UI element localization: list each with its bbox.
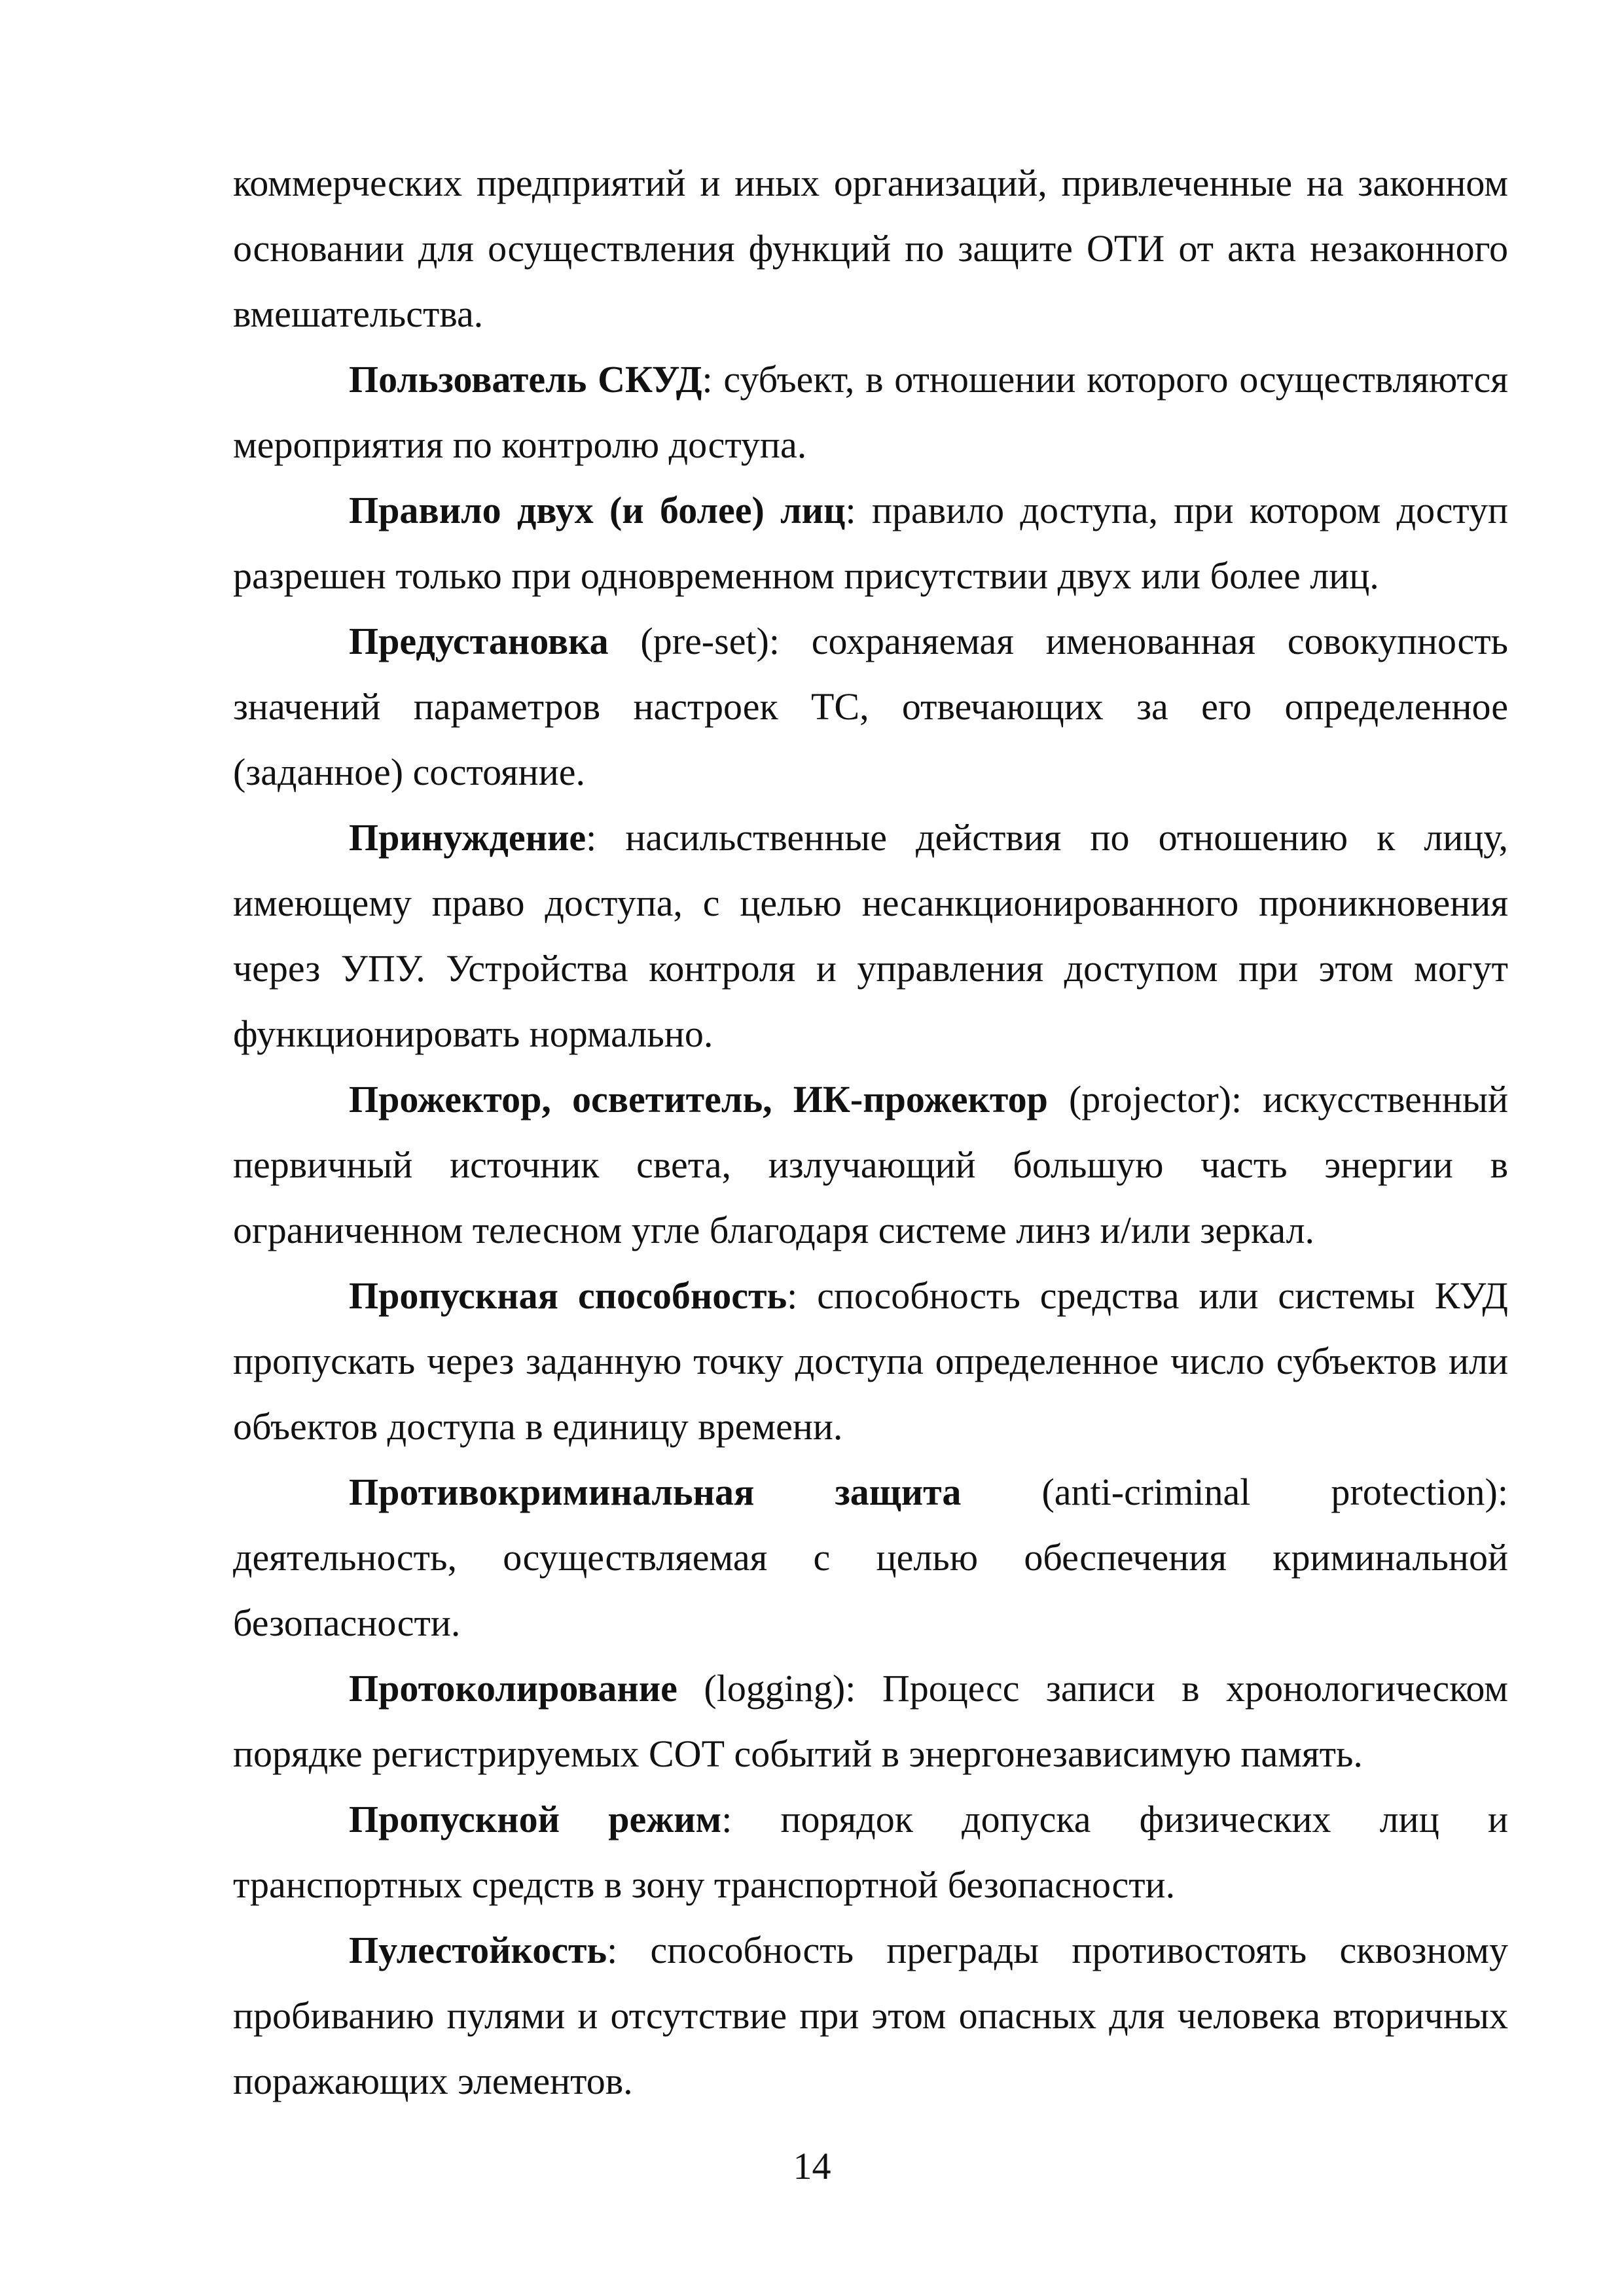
definition-paragraph	[233, 609, 1508, 805]
definition-term: Прожектор, осветитель, ИК-прожектор	[349, 1078, 1048, 1121]
intro-paragraph: коммерческих предприятий и иных организаций, привлеченные на законном основании для осуществления функций по защите ОТИ от акта незаконного вмешательства.	[233, 162, 1508, 335]
definition-text: : субъект, в отношении которого осуществляются мероприятия по контролю доступа.	[233, 358, 1508, 466]
definition-term: Правило двух (и более) лиц	[349, 489, 846, 531]
definition-paragraph	[233, 1787, 1508, 1918]
definition-paragraph	[233, 1067, 1508, 1263]
definition-term: Пулестойкость	[349, 1929, 607, 1971]
definition-paragraph	[233, 1656, 1508, 1787]
definition-term: Предустановка	[349, 620, 609, 662]
page-number: 14	[793, 2145, 831, 2187]
definition-text: (anti-criminal protection): деятельность, осуществляемая с целью обеспечения криминальной безопасности.	[233, 1471, 1508, 1644]
definition-paragraph	[233, 478, 1508, 609]
definition-paragraph	[233, 1263, 1508, 1460]
definition-text: : правило доступа, при котором доступ разрешен только при одновременном присутствии двух или более лиц.	[233, 489, 1508, 597]
definition-term: Протоколирование	[349, 1667, 677, 1710]
definition-text: : порядок допуска физических лиц и транспортных средств в зону транспортной безопасности.	[233, 1798, 1508, 1906]
definition-text: (pre-set): сохраняемая именованная совокупность значений параметров настроек ТС, отвечающих за его определенное (заданное) состояние.	[233, 620, 1508, 793]
definition-text: : способность преграды противостоять сквозному пробиванию пулями и отсутствие при этом опасных для человека вторичных поражающих элементов.	[233, 1929, 1508, 2102]
definition-term: Пользователь СКУД	[349, 358, 702, 401]
definition-text: : насильственные действия по отношению к лицу, имеющему право доступа, с целью несанкционированного проникновения через УПУ. Устройства контроля и управления доступом при этом могут функционировать нормально.	[233, 816, 1508, 1055]
definition-text: (projector): искусственный первичный источник света, излучающий большую часть энергии в ограниченном телесном угле благодаря системе линз и/или зеркал.	[233, 1078, 1509, 1251]
page-body	[233, 151, 1508, 2114]
definition-paragraph	[233, 347, 1508, 478]
definition-text: : способность средства или системы КУД пропускать через заданную точку доступа определенное число субъектов или объектов доступа в единицу времени.	[233, 1274, 1508, 1448]
definition-text: (logging): Процесс записи в хронологическом порядке регистрируемых СОТ событий в энергонезависимую память.	[233, 1667, 1508, 1775]
definition-paragraph	[233, 1460, 1508, 1656]
definition-paragraph	[233, 805, 1508, 1067]
definition-paragraph	[233, 1918, 1508, 2114]
definition-term: Принуждение	[349, 816, 586, 859]
definition-term: Пропускной режим	[349, 1798, 722, 1840]
definition-term: Пропускная способность	[349, 1274, 787, 1317]
definition-term: Противокриминальная защита	[349, 1471, 962, 1513]
